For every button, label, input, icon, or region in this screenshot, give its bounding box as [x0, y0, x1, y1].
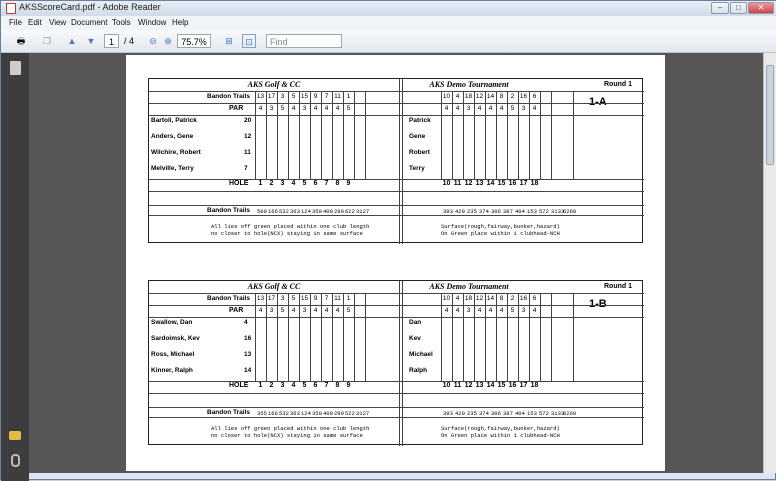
pages-panel-icon[interactable] [10, 61, 21, 75]
hole-number: 15 [497, 382, 506, 389]
grid-line [149, 191, 644, 192]
vertical-scrollbar[interactable] [763, 53, 776, 473]
zoom-in-icon[interactable]: ⊕ [164, 36, 172, 46]
hole-par: 5 [510, 307, 515, 314]
pdf-page [126, 55, 665, 471]
hole-number: 5 [302, 180, 307, 187]
hole-handicap: 17 [267, 295, 276, 302]
hole-par: 3 [302, 307, 307, 314]
hole-par: 4 [313, 307, 318, 314]
hole-par: 4 [258, 307, 263, 314]
tournament-name: AKS Demo Tournament [429, 80, 509, 89]
yardage-label: Bandon Trails [207, 409, 250, 416]
hole-par: 5 [510, 105, 515, 112]
yardage: 3133 [551, 208, 565, 215]
hole-number: 4 [291, 382, 296, 389]
toolbar [1, 30, 776, 53]
yardage: 572 [539, 208, 549, 215]
comment-icon[interactable] [9, 431, 21, 440]
yardage: 500 [257, 208, 267, 215]
hole-par: 4 [324, 105, 329, 112]
hole-handicap: 8 [499, 93, 504, 100]
hole-handicap: 7 [324, 93, 329, 100]
zoom-out-icon[interactable]: ⊖ [149, 36, 157, 46]
player-handicap: 20 [244, 117, 252, 124]
yardage: 290 [334, 208, 344, 215]
player-name: Melville, Terry [151, 165, 194, 172]
grid-line [149, 317, 644, 318]
hole-handicap: 1 [346, 93, 351, 100]
hole-handicap: 7 [324, 295, 329, 302]
hole-handicap: 18 [464, 295, 473, 302]
yardage: 124 [301, 208, 311, 215]
yardage-label: Bandon Trails [207, 207, 250, 214]
close-button[interactable]: ✕ [748, 2, 774, 14]
player-short-name: Patrick [409, 117, 431, 124]
hole-number: 16 [508, 180, 517, 187]
menu-tools[interactable]: Tools [112, 18, 131, 27]
hole-handicap: 13 [256, 93, 265, 100]
grid-line [149, 407, 644, 408]
club-name: AKS Golf & CC [247, 282, 301, 291]
hole-number: 8 [335, 180, 340, 187]
hole-number: 10 [442, 382, 451, 389]
hole-number: 9 [346, 180, 351, 187]
player-short-name: Terry [409, 165, 425, 172]
player-short-name: Robert [409, 149, 430, 156]
hole-number: 1 [258, 180, 263, 187]
player-handicap: 16 [244, 335, 252, 342]
hole-number: 8 [335, 382, 340, 389]
hole-label: HOLE [229, 382, 249, 389]
hole-par: 4 [335, 105, 340, 112]
hole-handicap: 2 [510, 93, 515, 100]
hole-handicap: 1 [346, 295, 351, 302]
hole-handicap: 13 [256, 295, 265, 302]
grid-line [149, 179, 644, 180]
yardage: 153 [527, 410, 537, 417]
hole-par: 4 [291, 307, 296, 314]
player-short-name: Dan [409, 319, 422, 326]
player-name: Wilchire, Robert [151, 149, 201, 156]
hole-handicap: 9 [313, 295, 318, 302]
player-name: Anders, Gene [151, 133, 194, 140]
hole-handicap: 12 [475, 93, 484, 100]
hole-handicap: 6 [532, 295, 537, 302]
yardage: 363 [290, 410, 300, 417]
hole-handicap: 17 [267, 93, 276, 100]
grid-line [540, 293, 541, 381]
hole-par: 4 [313, 105, 318, 112]
menu-edit[interactable]: Edit [28, 18, 42, 27]
hole-par: 4 [444, 307, 449, 314]
hole-par: 3 [269, 307, 274, 314]
yardage: 404 [515, 208, 525, 215]
minimize-button[interactable]: – [711, 2, 729, 14]
hole-par: 4 [477, 307, 482, 314]
prev-page-icon[interactable]: ▲ [67, 36, 77, 46]
hole-handicap: 6 [532, 93, 537, 100]
yardage: 420 [455, 208, 465, 215]
hole-par: 3 [466, 105, 471, 112]
player-handicap: 13 [244, 351, 252, 358]
window-title: AKSScoreCard.pdf - Adobe Reader [19, 2, 161, 12]
yardage: 532 [279, 410, 289, 417]
hole-handicap: 4 [455, 295, 460, 302]
grid-line [573, 91, 574, 179]
player-short-name: Kev [409, 335, 421, 342]
fit-page-icon[interactable]: ⊡ [242, 34, 256, 48]
hole-number: 13 [475, 382, 484, 389]
hole-handicap: 3 [280, 93, 285, 100]
hole-par: 4 [499, 105, 504, 112]
hole-number: 12 [464, 180, 473, 187]
grid-line [354, 293, 355, 381]
yardage: 622 [345, 208, 355, 215]
hole-handicap: 5 [291, 295, 296, 302]
grid-line [149, 115, 644, 116]
grid-line [149, 381, 644, 382]
attachment-icon[interactable] [11, 454, 20, 467]
hole-handicap: 10 [442, 295, 451, 302]
hole-number: 7 [324, 382, 329, 389]
page-total: / 4 [123, 36, 134, 46]
yardage: 374 [479, 208, 489, 215]
hole-number: 14 [486, 382, 495, 389]
hole-number: 15 [497, 180, 506, 187]
par-label: PAR [229, 307, 244, 314]
hole-number: 5 [302, 382, 307, 389]
player-handicap: 11 [244, 149, 251, 156]
yardage: 166 [268, 208, 278, 215]
yardage: 153 [527, 208, 537, 215]
hole-number: 9 [346, 382, 351, 389]
title-bar [1, 1, 776, 16]
hole-number: 4 [291, 180, 296, 187]
hole-number: 16 [508, 382, 517, 389]
hole-par: 4 [258, 105, 263, 112]
rules-note: no closer to hole(NCX) staying in same surface [211, 432, 363, 439]
pages-icon[interactable]: ❐ [42, 36, 52, 46]
hole-number: 18 [530, 382, 539, 389]
hole-par: 3 [269, 105, 274, 112]
hole-number: 6 [313, 180, 318, 187]
menu-document[interactable]: Document [71, 18, 108, 27]
hole-par: 5 [346, 307, 351, 314]
grid-line [149, 305, 644, 306]
hole-par: 4 [444, 105, 449, 112]
hole-par: 4 [532, 105, 537, 112]
hole-number: 7 [324, 180, 329, 187]
hole-number: 2 [269, 180, 274, 187]
hole-handicap: 11 [334, 93, 341, 100]
find-input[interactable]: Find [266, 34, 342, 48]
yardage: 359 [312, 410, 322, 417]
grid-line [149, 417, 644, 418]
yardage: 393 [443, 410, 453, 417]
yardage: 522 [345, 410, 355, 417]
fit-width-icon[interactable]: ⊞ [225, 36, 233, 46]
hole-handicap: 10 [442, 93, 451, 100]
hole-handicap: 14 [486, 93, 495, 100]
navigation-panel [1, 53, 29, 481]
document-view[interactable] [29, 53, 763, 473]
yardage: 387 [503, 208, 513, 215]
page-number-input[interactable]: 1 [104, 34, 119, 48]
hole-number: 12 [464, 382, 473, 389]
grid-line [354, 91, 355, 179]
yardage: 3127 [356, 208, 370, 215]
yardage: 409 [323, 208, 333, 215]
hole-par: 4 [477, 105, 482, 112]
menu-help[interactable]: Help [172, 18, 189, 27]
hole-number: 14 [486, 180, 495, 187]
hole-par: 5 [280, 105, 285, 112]
yardage: 124 [301, 410, 311, 417]
hole-handicap: 16 [519, 295, 528, 302]
hole-par: 4 [532, 307, 537, 314]
hole-number: 17 [519, 180, 528, 187]
hole-handicap: 11 [334, 295, 341, 302]
club-name: AKS Golf & CC [247, 80, 301, 89]
yardage: 355 [257, 410, 267, 417]
grid-line [149, 215, 644, 216]
yardage: 235 [467, 410, 477, 417]
player-name: Bartoli, Patrick [151, 117, 197, 124]
grid-line [540, 91, 541, 179]
hole-number: 1 [258, 382, 263, 389]
yardage: 572 [539, 410, 549, 417]
hole-number: 11 [453, 180, 462, 187]
grid-line [149, 293, 644, 294]
round-label: Round 1 [604, 283, 632, 290]
yardage: 532 [279, 208, 289, 215]
player-name: Kinner, Ralph [151, 367, 193, 374]
par-label: PAR [229, 105, 244, 112]
hole-handicap: 2 [510, 295, 515, 302]
hole-par: 5 [346, 105, 351, 112]
player-name: Ross, Michael [151, 351, 195, 358]
yardage: 404 [515, 410, 525, 417]
player-handicap: 4 [244, 319, 248, 326]
player-short-name: Ralph [409, 367, 428, 374]
grid-line [365, 293, 366, 381]
hole-handicap: 12 [475, 295, 484, 302]
menu-file[interactable]: File [9, 18, 22, 27]
rules-note: On Green place within 1 clubhead-NCH [441, 432, 560, 439]
yardage: 290 [334, 410, 344, 417]
print-icon[interactable]: 🖶 [16, 36, 26, 46]
hole-par: 4 [488, 105, 493, 112]
rules-note: All lies off green placed within one club length [211, 425, 370, 432]
tee-label: Bandon Trails [207, 93, 250, 100]
hole-par: 4 [499, 307, 504, 314]
rules-note: Surface(rough,fairway,bunker,hazard) [441, 223, 560, 230]
yardage: 374 [479, 410, 489, 417]
hole-handicap: 15 [300, 295, 309, 302]
player-name: Swallow, Dan [151, 319, 193, 326]
hole-number: 13 [475, 180, 484, 187]
maximize-button[interactable]: □ [730, 2, 747, 14]
hole-par: 5 [280, 307, 285, 314]
group-label: 1-A [589, 96, 607, 108]
player-short-name: Michael [409, 351, 433, 358]
next-page-icon[interactable]: ▼ [86, 36, 96, 46]
yardage: 350 [312, 208, 322, 215]
menu-view[interactable]: View [49, 18, 67, 27]
hole-handicap: 9 [313, 93, 318, 100]
rules-note: On Green place within 1 clubhead-NCH [441, 230, 560, 237]
tournament-name: AKS Demo Tournament [429, 282, 509, 291]
menu-bar [1, 16, 776, 30]
hole-par: 3 [466, 307, 471, 314]
hole-par: 4 [455, 105, 460, 112]
yardage: 393 [443, 208, 453, 215]
hole-handicap: 8 [499, 295, 504, 302]
grid-line [573, 293, 574, 381]
hole-number: 10 [442, 180, 451, 187]
grid-line [365, 91, 366, 179]
yardage: 387 [503, 410, 513, 417]
scrollbar-thumb[interactable] [766, 65, 774, 165]
grid-line [149, 103, 644, 104]
yardage: 363 [290, 208, 300, 215]
grid-line [551, 91, 552, 179]
grid-line [149, 393, 644, 394]
scorecard [148, 280, 643, 445]
hole-handicap: 3 [280, 295, 285, 302]
hole-label: HOLE [229, 180, 249, 187]
hole-par: 4 [488, 307, 493, 314]
yardage: 6260 [563, 410, 577, 417]
yardage: 3127 [356, 410, 370, 417]
rules-note: no closer to hole(NCX) staying in same surface [211, 230, 363, 237]
yardage: 235 [467, 208, 477, 215]
hole-par: 4 [455, 307, 460, 314]
hole-par: 3 [521, 105, 526, 112]
yardage: 306 [491, 410, 501, 417]
hole-handicap: 5 [291, 93, 296, 100]
player-handicap: 14 [244, 367, 252, 374]
hole-handicap: 16 [519, 93, 528, 100]
rules-note: All lies off green placed within one club length [211, 223, 370, 230]
yardage: 306 [491, 208, 501, 215]
hole-handicap: 15 [300, 93, 309, 100]
tee-label: Bandon Trails [207, 295, 250, 302]
hole-number: 6 [313, 382, 318, 389]
player-handicap: 7 [244, 165, 248, 172]
yardage: 3133 [551, 410, 565, 417]
hole-par: 3 [302, 105, 307, 112]
yardage: 420 [455, 410, 465, 417]
player-short-name: Gene [409, 133, 426, 140]
hole-number: 3 [280, 180, 285, 187]
scorecard [148, 78, 643, 243]
yardage: 6260 [563, 208, 577, 215]
hole-par: 4 [335, 307, 340, 314]
grid-line [149, 205, 644, 206]
hole-number: 18 [530, 180, 539, 187]
zoom-level-select[interactable]: 75.7% [177, 34, 211, 48]
hole-handicap: 4 [455, 93, 460, 100]
pdf-app-icon [6, 3, 16, 14]
hole-number: 11 [453, 382, 462, 389]
grid-line [149, 91, 644, 92]
hole-number: 17 [519, 382, 528, 389]
yardage: 409 [323, 410, 333, 417]
yardage: 166 [268, 410, 278, 417]
round-label: Round 1 [604, 81, 632, 88]
hole-number: 2 [269, 382, 274, 389]
menu-window[interactable]: Window [138, 18, 167, 27]
grid-line [551, 293, 552, 381]
hole-par: 4 [291, 105, 296, 112]
rules-note: Surface(rough,fairway,bunker,hazard) [441, 425, 560, 432]
hole-par: 3 [521, 307, 526, 314]
hole-number: 3 [280, 382, 285, 389]
group-label: 1-B [589, 298, 607, 310]
hole-handicap: 14 [486, 295, 495, 302]
hole-par: 4 [324, 307, 329, 314]
player-handicap: 12 [244, 133, 252, 140]
player-name: Sardoimsk, Kev [151, 335, 200, 342]
hole-handicap: 18 [464, 93, 473, 100]
